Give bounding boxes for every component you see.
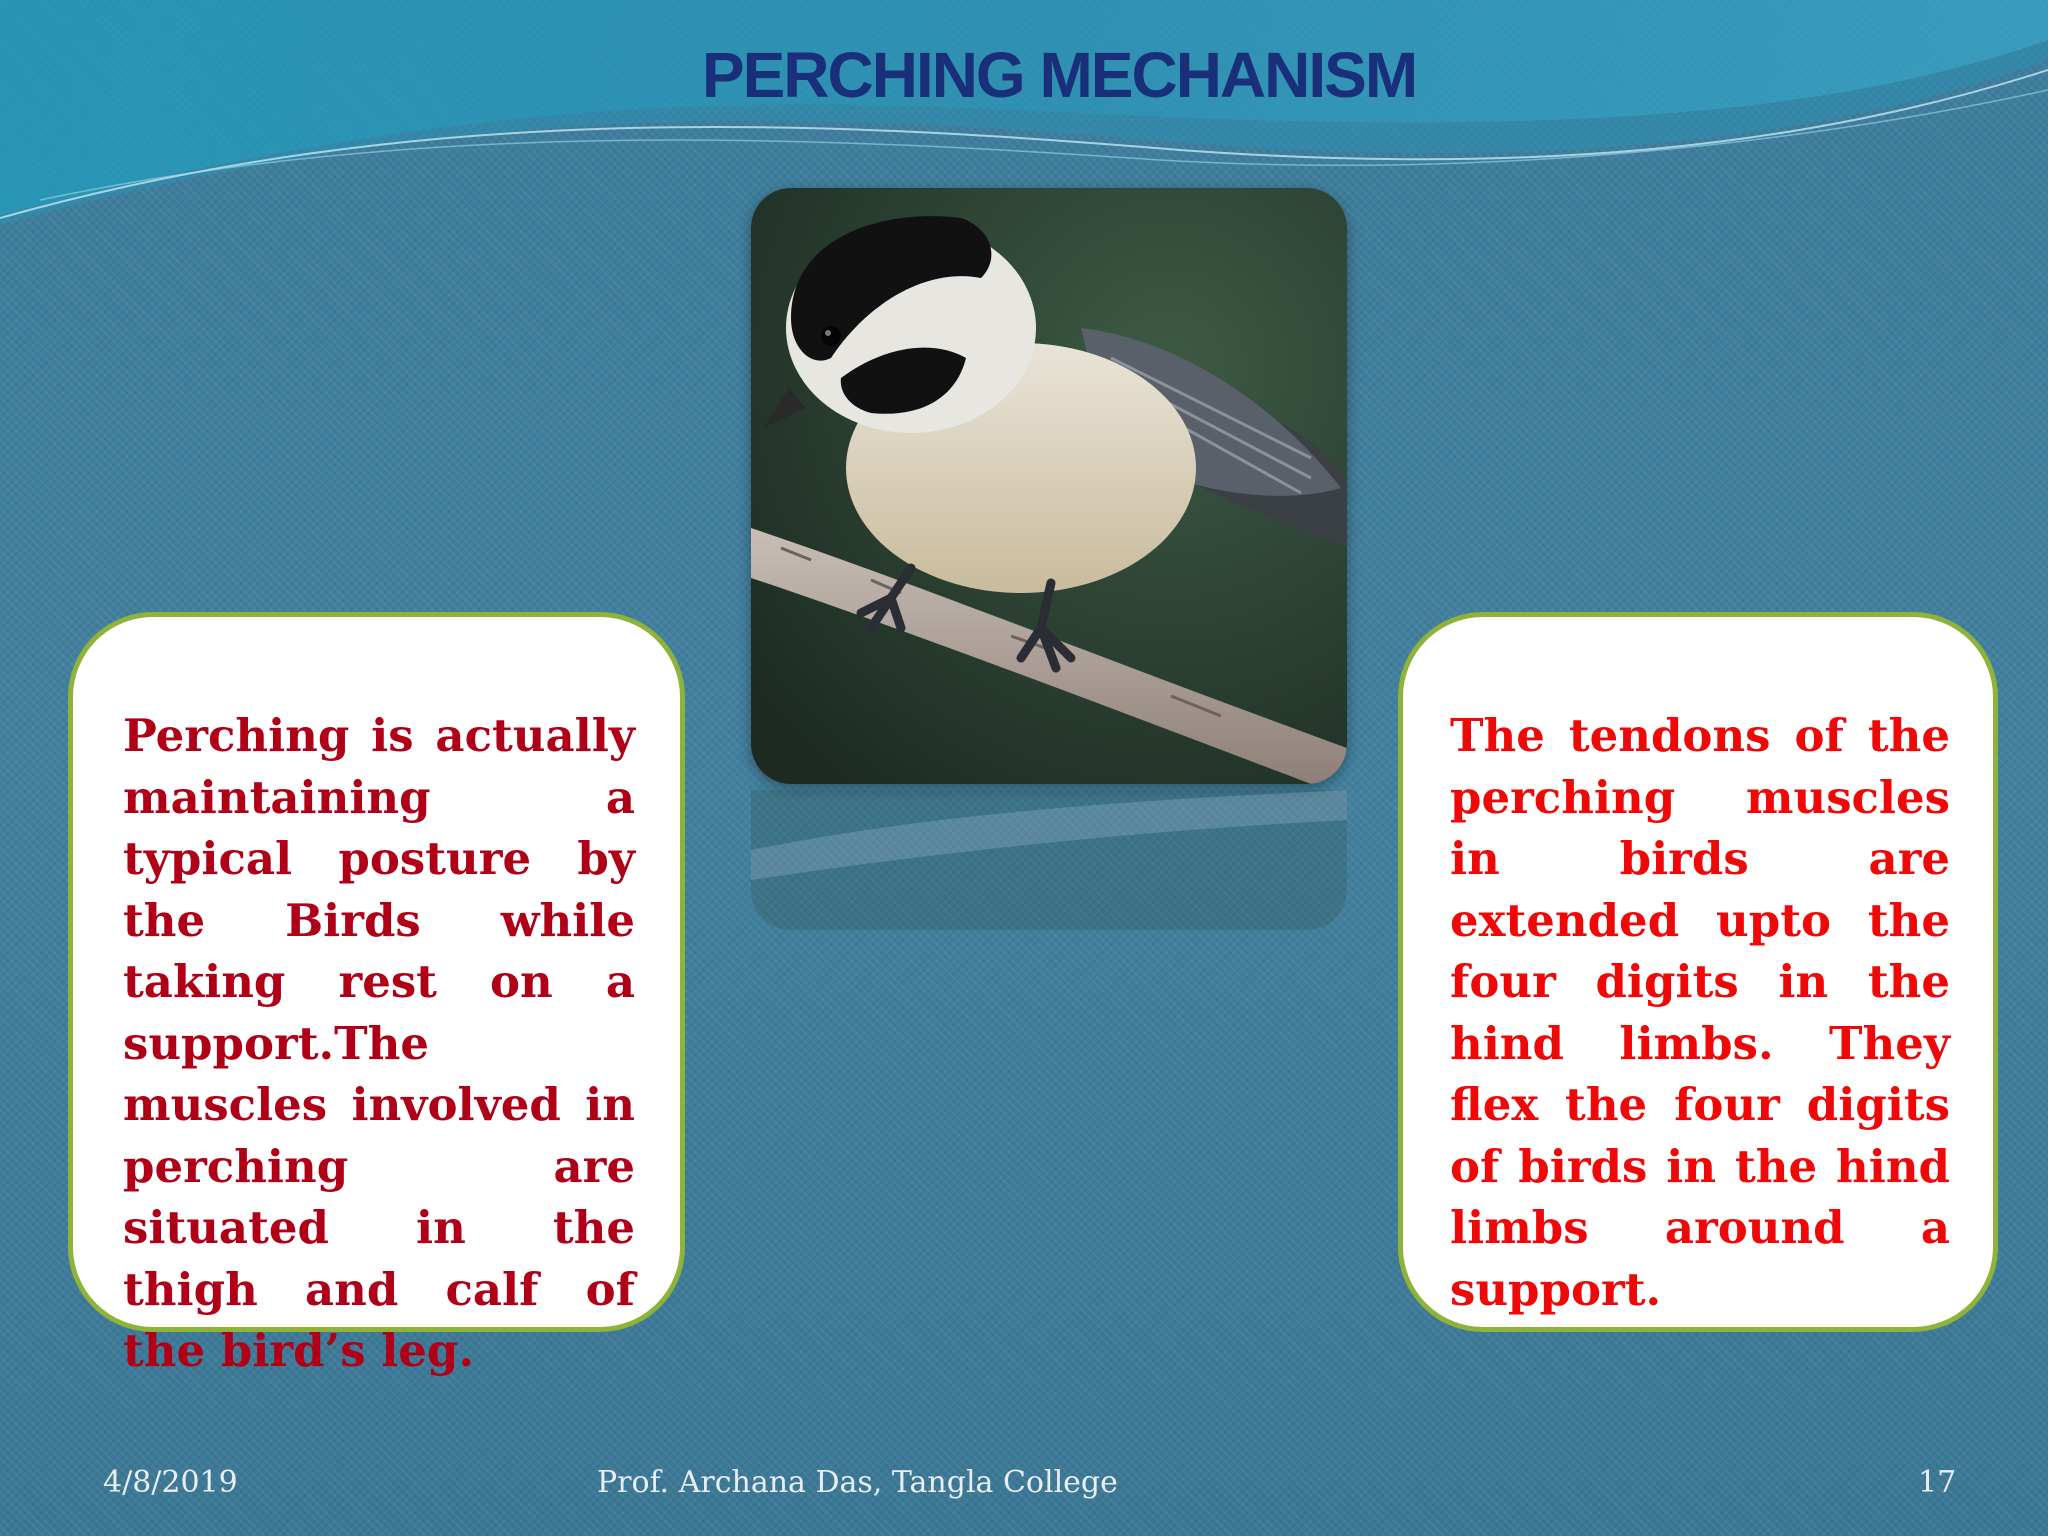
tendons-text: The tendons of the perching muscles in birds are extended upto the four digits in the hind limbs. They flex the four digits of birds in the hind limbs around a support. [1450,709,1950,1316]
bird-photo [751,188,1347,784]
footer-date: 4/8/2019 [103,1465,238,1500]
definition-text: Perching is actually maintaining a typical posture by the Birds while taking rest on a support.The muscles involved in perching are situated in the thigh and calf of the bird’s leg. [123,709,635,1377]
definition-card [68,612,685,1377]
slide-title: PERCHING MECHANISM [701,39,1417,111]
page-number: 17 [1918,1465,1957,1500]
footer-author: Prof. Archana Das, Tangla College [597,1465,1118,1500]
tendons-card [1398,612,1998,1332]
bird-photo-reflection [751,790,1347,930]
chickadee-illustration [751,188,1347,784]
